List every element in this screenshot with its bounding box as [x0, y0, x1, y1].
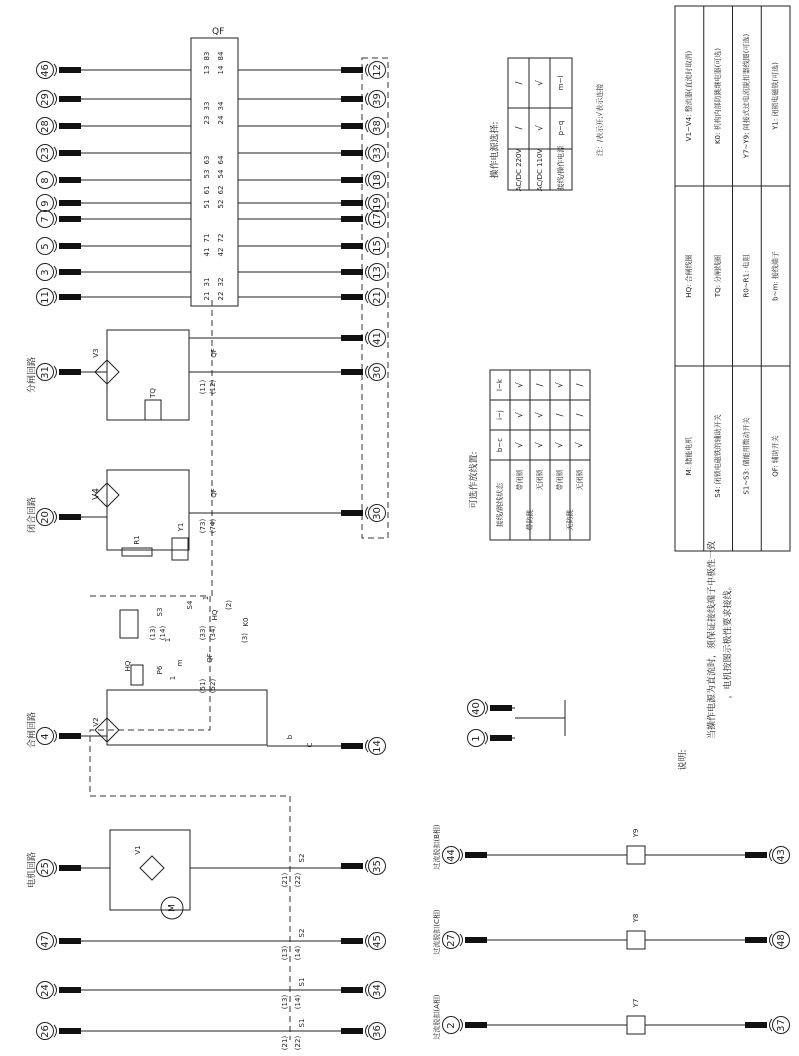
- v3-label: V3: [92, 348, 100, 358]
- left-terminal-29-plug: [54, 93, 57, 105]
- coil-right-terminal-48-lug: [745, 937, 767, 943]
- power-cell: √: [535, 80, 546, 86]
- left-terminal-46-number: 46: [40, 64, 51, 77]
- right-terminal-19-lug: [341, 200, 363, 206]
- option-cell: /: [535, 383, 546, 387]
- option-col-header: i~j: [496, 410, 504, 420]
- ground-terminal-1-lug: [490, 735, 512, 741]
- motor-circuit-box: [110, 830, 190, 910]
- left-terminal-7-plug: [54, 213, 57, 225]
- coil-label: Y9: [632, 828, 640, 838]
- right-terminal-19-number: 19: [372, 197, 383, 210]
- closing-label: (33): [199, 625, 207, 641]
- left-terminal-8-number: 8: [40, 177, 51, 184]
- contact-num: 72: [217, 233, 225, 243]
- tq-label: TQ: [149, 388, 157, 398]
- ground-terminal-1-plug: [485, 732, 488, 744]
- right-terminal-39-plug: [366, 93, 369, 105]
- coil-right-terminal-43-lug: [745, 852, 767, 858]
- left-terminal-8-plug: [54, 174, 57, 186]
- closing-label: (2): [225, 600, 233, 610]
- open-left-terminal-plug: [54, 366, 57, 378]
- motor-right-terminal-plug: [366, 860, 369, 872]
- power-table-title: 操作电源选择:: [490, 121, 501, 179]
- ground-terminal-40-number: 40: [471, 702, 482, 715]
- legend-entry: TQ: 分闸线圈: [713, 254, 722, 298]
- coil-left-terminal-44-lug: [465, 852, 487, 858]
- left-terminal-9-number: 9: [40, 200, 51, 207]
- v2-label: V2: [92, 717, 100, 727]
- coil-row-label: 过流脱扣(A相): [433, 994, 441, 1040]
- motor-left-terminal-number: 25: [40, 862, 51, 875]
- contact-num: 14: [217, 65, 225, 75]
- right-terminal-13-plug: [366, 266, 369, 278]
- legend-entry: M: 储能电机: [685, 436, 693, 476]
- coil-left-terminal-27-lug: [465, 937, 487, 943]
- power-col-header: p~q: [557, 120, 565, 136]
- closing-label: S4: [186, 600, 194, 610]
- open-qf-label: QF: [210, 348, 218, 358]
- option-row-sub: 带闭锁: [516, 469, 524, 491]
- option-row-group: 无防跳: [566, 509, 574, 531]
- contact-num: 34: [217, 101, 225, 111]
- right-terminal-15-lug: [341, 243, 363, 249]
- left-terminal-28-number: 28: [40, 120, 51, 133]
- motor-left-terminal-plug: [54, 862, 57, 874]
- closing-label: (51): [199, 678, 207, 694]
- closing-left-terminal-plug: [54, 730, 57, 742]
- right-terminal-39-number: 39: [372, 93, 383, 106]
- s3-block: [120, 610, 138, 638]
- closing-label: (34): [209, 625, 217, 641]
- notes-line: ，电机按图示极性要求接线。: [723, 581, 734, 699]
- left-terminal-29-lug: [59, 96, 81, 102]
- right-terminal-17-lug: [341, 216, 363, 222]
- aux-right-terminal-number: 34: [372, 984, 383, 997]
- aux-switch-label: S1: [298, 977, 306, 987]
- right-terminal-15-plug: [366, 240, 369, 252]
- motor-right-terminal-lug: [341, 863, 363, 869]
- left-terminal-5-number: 5: [40, 243, 51, 250]
- motor-right-terminal-number: 35: [372, 860, 383, 873]
- coil-label: Y8: [632, 913, 640, 923]
- left-terminal-5-lug: [59, 243, 81, 249]
- coil-label: Y7: [632, 998, 640, 1008]
- right-terminal-13-lug: [341, 269, 363, 275]
- contact-num: 22: [217, 291, 225, 301]
- aux-right-terminal-plug: [366, 1025, 369, 1037]
- terminal-c-label: C: [306, 742, 314, 748]
- legend-entry: K0: 机构内部防跳继电器(可选): [713, 47, 722, 145]
- group-title-open: 分闸回路: [27, 356, 38, 394]
- coil-box: [627, 846, 645, 864]
- left-terminal-23-number: 23: [40, 147, 51, 160]
- closing-label: 1: [202, 595, 210, 601]
- contact-num: 24: [217, 115, 225, 125]
- close-left-terminal-plug: [54, 511, 57, 523]
- power-table-note: 注：/表示开;√表示连接: [596, 83, 604, 157]
- motor-num: (21): [281, 872, 289, 888]
- left-terminal-3-number: 3: [40, 269, 51, 276]
- tq-coil: [145, 400, 161, 420]
- closing-label: m: [176, 659, 184, 667]
- contact-num: 62: [217, 185, 225, 195]
- right-terminal-17-number: 17: [372, 213, 383, 226]
- contact-num: 31: [203, 277, 211, 287]
- close-num: (73): [199, 518, 207, 534]
- legend-entry: QF: 辅助开关: [771, 435, 780, 477]
- left-terminal-11-number: 11: [40, 291, 51, 304]
- aux-right-terminal-number: 45: [372, 935, 383, 948]
- closing-left-terminal-number: 4: [40, 733, 51, 740]
- closing-right-terminal-lug: [341, 743, 363, 749]
- open-right-terminal-41-lug: [341, 335, 363, 341]
- right-terminal-21-lug: [341, 294, 363, 300]
- legend-entry: Y1: 闭锁电磁铁(可选): [771, 62, 780, 130]
- aux-switch-label: S1: [298, 1018, 306, 1028]
- left-terminal-23-plug: [54, 147, 57, 159]
- motor-num: (22): [294, 872, 302, 888]
- aux-num: (13): [281, 945, 289, 961]
- right-terminal-33-lug: [341, 150, 363, 156]
- aux-left-terminal-plug: [54, 935, 57, 947]
- power-cell: /: [514, 126, 525, 130]
- open-left-terminal-number: 31: [40, 366, 51, 379]
- right-terminal-19-plug: [366, 197, 369, 209]
- contact-num: 84: [217, 51, 225, 61]
- motor-switch-label: S2: [298, 853, 306, 863]
- left-terminal-8-lug: [59, 177, 81, 183]
- contact-num: 51: [203, 199, 211, 209]
- option-cell: /: [555, 413, 566, 417]
- option-cell: √: [575, 442, 586, 448]
- closing-label: K0: [242, 617, 250, 627]
- closing-label: 1: [169, 675, 177, 681]
- power-cell: /: [514, 81, 525, 85]
- contact-num: 41: [203, 247, 211, 257]
- right-terminal-12-lug: [341, 67, 363, 73]
- coil-right-terminal-43-number: 43: [776, 849, 787, 862]
- aux-right-terminal-plug: [366, 984, 369, 996]
- option-row-sub: 无闭锁: [576, 469, 584, 491]
- coil-right-terminal-43-plug: [770, 849, 773, 861]
- left-terminal-3-plug: [54, 266, 57, 278]
- v4-label: V4: [91, 488, 102, 500]
- right-terminal-21-number: 21: [372, 291, 383, 304]
- open-right-terminal-41-plug: [366, 332, 369, 344]
- option-col-header: l~k: [496, 379, 504, 391]
- option-cell: √: [515, 442, 526, 448]
- coil-left-terminal-2-number: 2: [446, 1022, 457, 1029]
- aux-right-terminal-lug: [341, 938, 363, 944]
- right-terminal-38-number: 38: [372, 120, 383, 133]
- group-title-motor: 电机回路: [27, 851, 38, 889]
- closing-right-terminal-plug: [366, 740, 369, 752]
- left-terminal-7-lug: [59, 216, 81, 222]
- right-terminal-17-plug: [366, 213, 369, 225]
- closing-label: (13): [149, 625, 157, 641]
- contact-num: 42: [217, 247, 225, 257]
- coil-row-label: 过流脱扣(B相): [433, 824, 441, 870]
- open-right-terminal-30-number: 30: [372, 366, 383, 379]
- open-num: (12): [209, 379, 217, 395]
- closing-circuit-box: [107, 690, 267, 745]
- option-cell: √: [555, 382, 566, 388]
- left-terminal-23-lug: [59, 150, 81, 156]
- option-cell: √: [535, 412, 546, 418]
- left-terminal-46-lug: [59, 67, 81, 73]
- contact-num: 61: [203, 185, 211, 195]
- closing-label: (14): [159, 625, 167, 641]
- r1-resistor: [122, 548, 152, 556]
- open-circuit-box: [107, 330, 189, 420]
- left-terminal-3-lug: [59, 269, 81, 275]
- closing-label: HQ: [124, 660, 132, 672]
- coil-left-terminal-44-number: 44: [446, 849, 457, 862]
- close-right-terminal-number: 30: [372, 507, 383, 520]
- close-qf-label: QF: [210, 488, 218, 498]
- right-terminal-38-plug: [366, 120, 369, 132]
- v1-label: V1: [134, 845, 142, 855]
- terminal-b-label: b: [286, 734, 294, 740]
- ground-terminal-40-lug: [490, 705, 512, 711]
- contact-num: 71: [203, 233, 211, 243]
- coil-right-terminal-48-number: 48: [776, 934, 787, 947]
- contact-num: 83: [203, 51, 211, 61]
- left-terminal-11-lug: [59, 294, 81, 300]
- close-left-terminal-lug: [59, 514, 81, 520]
- close-num: (74): [209, 518, 217, 534]
- contact-num: 13: [203, 65, 211, 75]
- aux-right-terminal-lug: [341, 987, 363, 993]
- aux-right-terminal-plug: [366, 935, 369, 947]
- coil-left-terminal-27-plug: [460, 934, 463, 946]
- contact-num: 64: [217, 155, 225, 165]
- legend-entry: Y7~Y9: 间接式过电流脱扣器线圈(可选): [742, 33, 751, 159]
- right-terminal-13-number: 13: [372, 266, 383, 279]
- right-terminal-15-number: 15: [372, 240, 383, 253]
- ground-terminal-1-number: 1: [471, 735, 482, 742]
- option-cell: √: [555, 442, 566, 448]
- option-cell: √: [515, 382, 526, 388]
- closing-label: P6: [156, 665, 164, 675]
- qf-title: QF: [212, 27, 225, 37]
- left-terminal-9-lug: [59, 200, 81, 206]
- closing-right-terminal-number: 14: [372, 740, 383, 753]
- aux-num: (21): [281, 1035, 289, 1051]
- left-terminal-28-plug: [54, 120, 57, 132]
- coil-right-terminal-37-number: 37: [776, 1019, 787, 1032]
- coil-right-terminal-37-plug: [770, 1019, 773, 1031]
- contact-num: 53: [203, 169, 211, 179]
- coil-box: [627, 1016, 645, 1034]
- right-terminal-21-plug: [366, 291, 369, 303]
- coil-row-label: 过流脱扣(C相): [433, 909, 441, 955]
- group-title-close: 闭合回路: [27, 496, 38, 534]
- option-col-header: b~c: [496, 437, 504, 453]
- aux-num: (14): [294, 994, 302, 1010]
- close-right-terminal-lug: [341, 510, 363, 516]
- left-terminal-5-plug: [54, 240, 57, 252]
- closing-label: QF: [206, 653, 214, 663]
- labels: [26, 34, 780, 1051]
- right-terminal-33-plug: [366, 147, 369, 159]
- power-cell: √: [535, 125, 546, 131]
- open-right-terminal-30-plug: [366, 366, 369, 378]
- option-corner: 接线/跳线状态: [496, 482, 504, 528]
- left-terminal-11-plug: [54, 291, 57, 303]
- contact-num: 21: [203, 291, 211, 301]
- aux-switch-label: S2: [298, 928, 306, 938]
- power-row-label: AC/DC 220V: [515, 148, 523, 192]
- option-row-group: 带防跳: [526, 509, 534, 531]
- closing-label: (3): [241, 633, 249, 643]
- aux-right-terminal-number: 36: [372, 1025, 383, 1038]
- aux-left-terminal-plug: [54, 1025, 57, 1037]
- open-num: (11): [199, 379, 207, 395]
- contact-num: 33: [203, 101, 211, 111]
- aux-num: (13): [281, 994, 289, 1010]
- left-terminal-28-lug: [59, 123, 81, 129]
- closing-label: (52): [209, 678, 217, 694]
- legend-entry: b~m: 接线端子: [771, 251, 780, 301]
- motor-label: M: [167, 904, 178, 912]
- contact-num: 32: [217, 277, 225, 287]
- coil-left-terminal-2-plug: [460, 1019, 463, 1031]
- coil-right-terminal-37-lug: [745, 1022, 767, 1028]
- y1-label: Y1: [177, 522, 185, 532]
- right-terminal-18-plug: [366, 174, 369, 186]
- r1-label: R1: [133, 535, 141, 545]
- group-title-closing: 合闸回路: [27, 711, 38, 749]
- contact-num: 63: [203, 155, 211, 165]
- closing-label: HQ: [211, 609, 219, 621]
- y1-coil: [172, 538, 188, 560]
- left-terminal-29-number: 29: [40, 93, 51, 106]
- coil-left-terminal-44-plug: [460, 849, 463, 861]
- close-right-terminal-plug: [366, 507, 369, 519]
- aux-left-terminal-lug: [59, 1028, 81, 1034]
- option-cell: √: [535, 442, 546, 448]
- aux-left-terminal-lug: [59, 938, 81, 944]
- right-terminal-12-plug: [366, 64, 369, 76]
- notes-heading: 说明:: [678, 749, 689, 771]
- left-terminal-9-plug: [54, 197, 57, 209]
- right-terminal-39-lug: [341, 96, 363, 102]
- close-left-terminal-number: 20: [40, 511, 51, 524]
- closing-left-terminal-lug: [59, 733, 81, 739]
- motor-left-terminal-lug: [59, 865, 81, 871]
- legend-entry: R0~R1: 电阻: [742, 254, 751, 298]
- aux-num: (22): [294, 1035, 302, 1051]
- legend-entry: S1~S3: 储能用微动开关: [742, 417, 751, 495]
- open-right-terminal-30-lug: [341, 369, 363, 375]
- open-left-terminal-lug: [59, 369, 81, 375]
- coil-right-terminal-48-plug: [770, 934, 773, 946]
- aux-left-terminal-number: 26: [40, 1025, 51, 1038]
- closing-label: S3: [156, 607, 164, 617]
- right-terminal-18-lug: [341, 177, 363, 183]
- coil-left-terminal-2-lug: [465, 1022, 487, 1028]
- power-corner: 接线/操作电源: [557, 145, 565, 191]
- left-terminal-46-plug: [54, 64, 57, 76]
- coil-box: [627, 931, 645, 949]
- aux-left-terminal-plug: [54, 984, 57, 996]
- dashed-boundary: [90, 596, 290, 1040]
- option-row-sub: 带闭锁: [556, 469, 564, 491]
- option-table-title: 可选作放线置:: [469, 451, 480, 509]
- aux-left-terminal-lug: [59, 987, 81, 993]
- option-cell: /: [575, 383, 586, 387]
- right-terminal-38-lug: [341, 123, 363, 129]
- option-table: [490, 370, 590, 540]
- right-terminal-18-number: 18: [372, 174, 383, 187]
- option-cell: √: [515, 412, 526, 418]
- power-col-header: m~l: [557, 75, 565, 91]
- open-right-terminal-41-number: 41: [372, 332, 383, 345]
- legend-entry: V1~V4: 整流器(直流时取消): [685, 50, 693, 142]
- aux-left-terminal-number: 24: [40, 984, 51, 997]
- v1-bridge: [140, 856, 164, 880]
- notes-line: 当操作电源为直流时，须保证接线端子中极性一致: [707, 540, 718, 740]
- left-terminal-7-number: 7: [40, 216, 51, 223]
- aux-left-terminal-number: 47: [40, 935, 51, 948]
- power-row-label: AC/DC 110V: [536, 148, 544, 192]
- legend-entry: S4: 闭锁电磁铁的辅助开关: [713, 414, 722, 498]
- contact-num: 52: [217, 199, 225, 209]
- right-terminal-12-number: 12: [372, 64, 383, 77]
- aux-num: (14): [294, 945, 302, 961]
- right-terminal-33-number: 33: [372, 147, 383, 160]
- qf-block: [191, 38, 238, 306]
- coil-left-terminal-27-number: 27: [446, 934, 457, 947]
- hq-coil: [131, 665, 143, 685]
- option-row-sub: 无闭锁: [536, 469, 544, 491]
- ground-terminal-40-plug: [485, 702, 488, 714]
- legend-entry: HQ: 合闸线圈: [685, 254, 693, 298]
- aux-right-terminal-lug: [341, 1028, 363, 1034]
- contact-num: 54: [217, 169, 225, 179]
- contact-num: 23: [203, 115, 211, 125]
- option-cell: /: [575, 413, 586, 417]
- closing-label: 1: [164, 637, 172, 643]
